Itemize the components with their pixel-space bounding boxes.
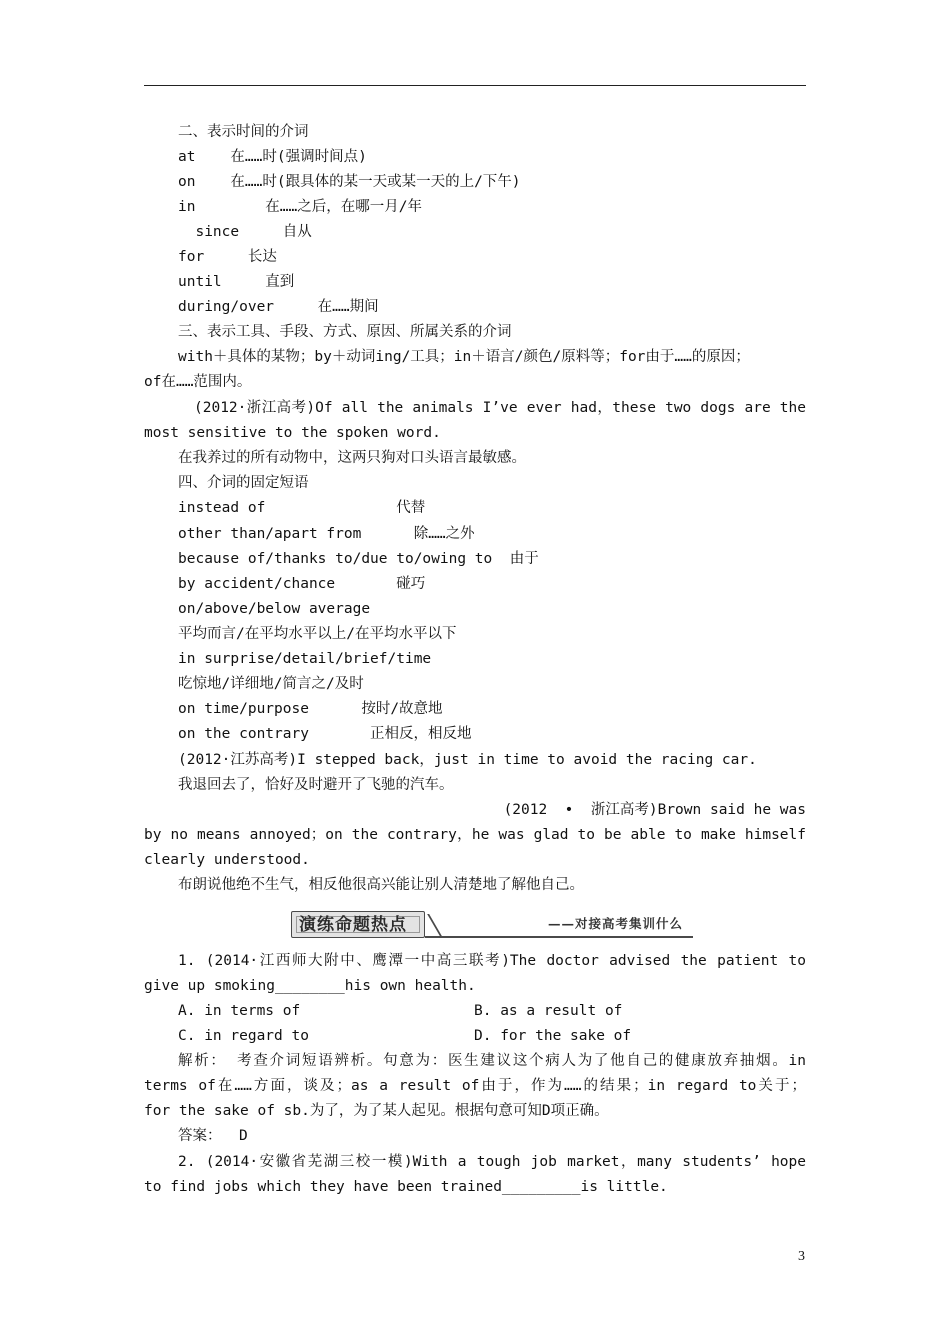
example-sentence: (2012·江苏高考)I stepped back，just in time to avoid the racing car. [178, 752, 757, 768]
list-item: other than/apart from 除……之外 [178, 526, 475, 542]
banner-title: 演练命题热点 [299, 915, 407, 935]
analysis-text: 解析： 考查介词短语辨析。句意为：医生建议这个病人为了他自己的健康放弃抽烟。in [178, 1053, 806, 1069]
section-heading-time-prepositions: 二、表示时间的介词 [178, 124, 309, 140]
option-c: C. in regard to [178, 1028, 309, 1044]
example-sentence-continued: clearly understood. [144, 852, 310, 868]
question-2-stem: 2. (2014·安徽省芜湖三校一模)With a tough job market，many students’ hope [178, 1154, 806, 1170]
example-translation: 我退回去了，恰好及时避开了飞驰的汽车。 [178, 777, 454, 793]
header-rule [144, 85, 806, 86]
page-number: 3 [798, 1249, 805, 1264]
list-item: until 直到 [178, 274, 295, 290]
question-1-stem-continued: give up smoking________his own health. [144, 978, 476, 994]
paragraph-line: of在……范围内。 [144, 374, 252, 390]
list-item: 平均而言/在平均水平以上/在平均水平以下 [178, 626, 457, 642]
list-item: on the contrary 正相反，相反地 [178, 726, 472, 742]
banner-subtitle: ——对接高考集训什么 [547, 916, 683, 931]
section-banner [291, 911, 693, 940]
list-item: for 长达 [178, 249, 277, 265]
analysis-text: terms of在……方面，谈及；as a result of由于，作为……的结果；in regard to关于； [144, 1078, 806, 1094]
option-b: B. as a result of [474, 1003, 623, 1019]
example-translation: 在我养过的所有动物中，这两只狗对口头语言最敏感。 [178, 450, 526, 466]
list-item: because of/thanks to/due to/owing to 由于 [178, 551, 539, 567]
banner-underline [425, 936, 693, 938]
answer-text: 答案： D [178, 1128, 248, 1144]
example-sentence-continued: by no means annoyed；on the contrary，he was glad to be able to make himself [144, 827, 806, 843]
question-1-stem: 1. (2014·江西师大附中、鹰潭一中高三联考)The doctor advised the patient to [178, 953, 806, 969]
list-item: since 自从 [178, 224, 312, 240]
list-item: in 在……之后，在哪一月/年 [178, 199, 422, 215]
section-heading-tool-prepositions: 三、表示工具、手段、方式、原因、所属关系的介词 [178, 324, 512, 340]
option-d: D. for the sake of [474, 1028, 632, 1044]
analysis-text: for the sake of sb.为了，为了某人起见。根据句意可知D项正确。 [144, 1103, 609, 1119]
question-2-stem-continued: to find jobs which they have been trained_________is little. [144, 1179, 668, 1195]
example-sentence: (2012 • 浙江高考)Brown said he was [503, 802, 806, 818]
list-item: 吃惊地/详细地/简言之/及时 [178, 676, 364, 692]
list-item: at 在……时(强调时间点) [178, 149, 367, 165]
option-a: A. in terms of [178, 1003, 301, 1019]
list-item: on/above/below average [178, 601, 371, 617]
example-sentence-continued: most sensitive to the spoken word. [144, 425, 441, 441]
list-item: on 在……时(跟具体的某一天或某一天的上/下午) [178, 174, 521, 190]
list-item: on time/purpose 按时/故意地 [178, 701, 443, 717]
list-item: in surprise/detail/brief/time [178, 651, 432, 667]
example-translation: 布朗说他绝不生气，相反他很高兴能让别人清楚地了解他自己。 [178, 877, 584, 893]
example-sentence: (2012·浙江高考)Of all the animals I’ve ever had，these two dogs are the [194, 400, 806, 416]
section-heading-fixed-phrases: 四、介词的固定短语 [178, 475, 309, 491]
paragraph-line: with＋具体的某物；by＋动词ing/工具；in＋语言/颜色/原料等；for由于……的原因； [178, 349, 750, 365]
list-item: during/over 在……期间 [178, 299, 379, 315]
list-item: instead of 代替 [178, 500, 426, 516]
list-item: by accident/chance 碰巧 [178, 576, 426, 592]
